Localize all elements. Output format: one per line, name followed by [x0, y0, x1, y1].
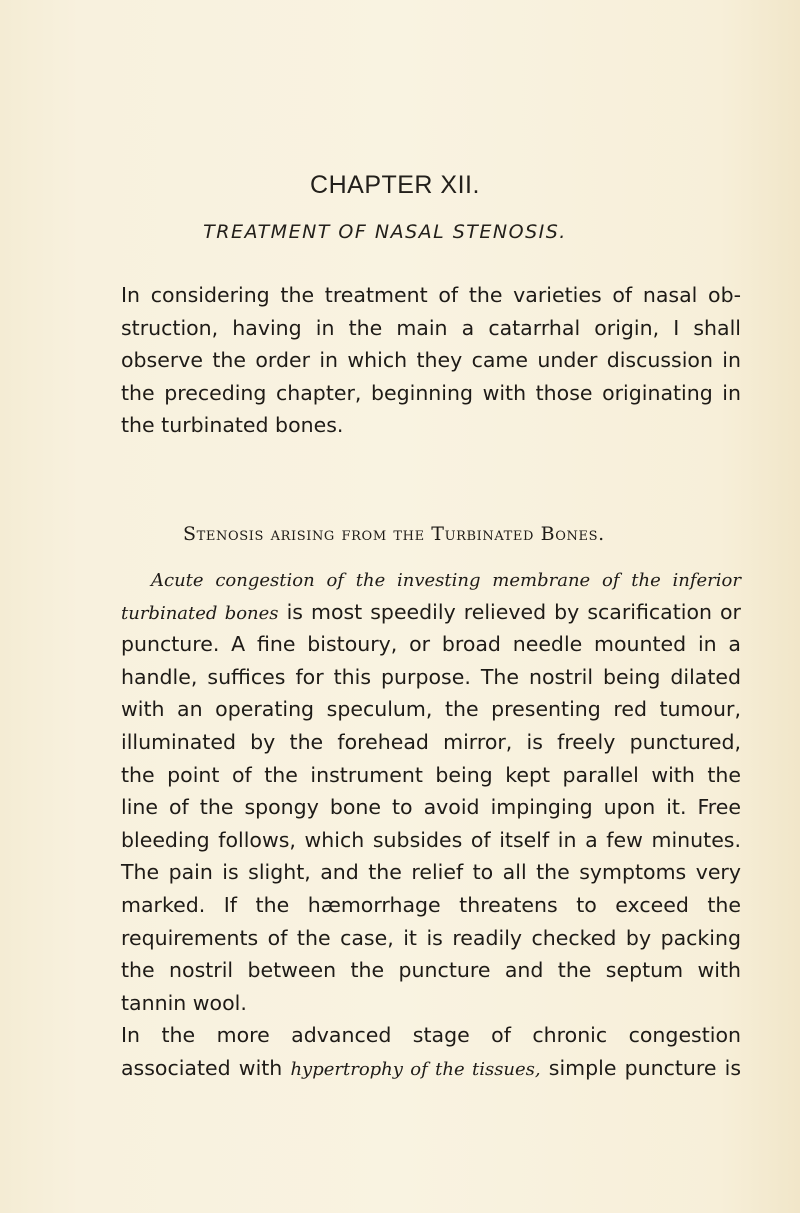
text-line: handle, suffices for this purpose. The nostril being dilated — [121, 664, 741, 689]
chapter-label: CHAPTER XII. — [310, 171, 480, 199]
text-line: bleeding follows, which subsides of itself in a few minutes. — [121, 827, 741, 852]
text-line — [121, 563, 741, 596]
text-line — [121, 1052, 741, 1085]
section-heading: Stenosis arising from the Turbinated Bones. — [183, 523, 605, 545]
italic-phrase: Acute congestion of the investing membrane of the inferior — [151, 570, 741, 591]
text-line: illuminated by the forehead mirror, is freely punctured, — [121, 729, 741, 754]
text-line: In the more advanced stage of chronic congestion — [121, 1023, 741, 1048]
italic-phrase: turbinated bones — [121, 602, 279, 624]
italic-phrase: hypertrophy of the tissues, — [290, 1058, 541, 1080]
text-line: with an operating speculum, the presenting red tumour, — [121, 697, 741, 722]
text-line: the point of the instrument being kept parallel with the — [121, 762, 741, 787]
text-line: The pain is slight, and the relief to all the symptoms very — [121, 860, 741, 885]
text-line: the nostril between the puncture and the septum with — [121, 958, 741, 983]
text-line: In considering the treatment of the varieties of nasal ob- — [121, 283, 741, 307]
text-line: requirements of the case, it is readily checked by packing — [121, 925, 741, 950]
text-line: the preceding chapter, beginning with those originating in — [121, 380, 741, 405]
text-run: associated with — [121, 1055, 291, 1080]
intro-paragraph — [121, 279, 741, 442]
text-line — [121, 596, 741, 629]
text-run: simple puncture is — [540, 1055, 742, 1080]
text-run: is most speedily relieved by scarification or — [278, 599, 741, 624]
text-line: puncture. A fine bistoury, or broad needle mounted in a — [121, 632, 741, 657]
text-line: tannin wool. — [121, 990, 247, 1015]
text-line: struction, having in the main a catarrhal origin, I shall — [121, 315, 741, 340]
chapter-title: TREATMENT OF NASAL STENOSIS. — [203, 221, 567, 243]
text-line: observe the order in which they came under discussion in — [121, 348, 741, 373]
body-paragraph — [121, 563, 741, 1085]
text-line: line of the spongy bone to avoid impinging upon it. Free — [121, 795, 741, 820]
text-line: the turbinated bones. — [121, 413, 344, 438]
text-line: marked. If the hæmorrhage threatens to exceed the — [121, 892, 741, 917]
